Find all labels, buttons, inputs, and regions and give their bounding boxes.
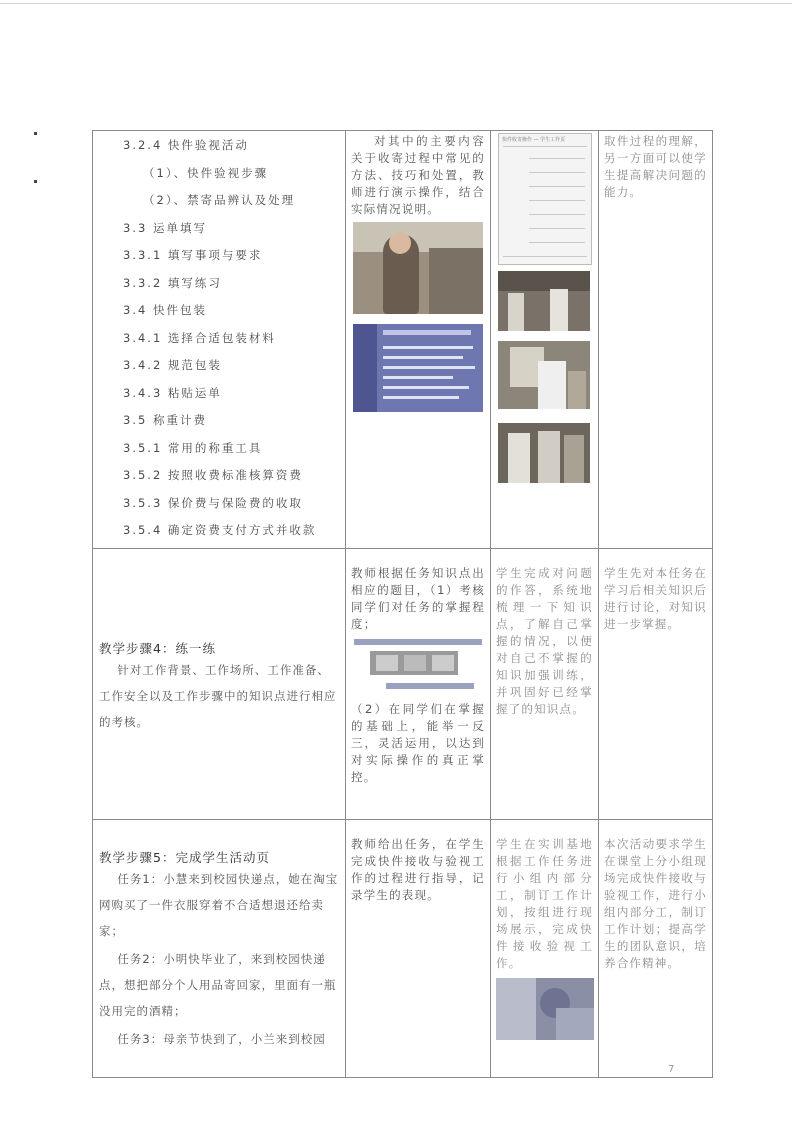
teacher-text: （2）在同学们在掌握的基础上，能举一反三，灵活运用，以达到对实际操作的真正掌控。 — [351, 701, 485, 784]
outline-item: 3.5 称重计费 — [123, 413, 207, 427]
outline-list — [93, 131, 345, 548]
design-intent-text: 本次活动要求学生在课堂上分小组现场完成快件接收与验视工作，进行小组内部分工，制订工作计划；提高学生的团队意识，培养合作精神。 — [604, 836, 707, 970]
outline-item: 3.5.2 按照收费标准核算资费 — [123, 468, 303, 482]
teacher-activity-cell — [346, 819, 491, 1077]
teacher-activity-cell — [346, 548, 491, 819]
student-text: 学生完成对问题的作答，系统地梳理一下知识点，了解自己掌握的情况，以便对自己不掌握的知识加强训练，并巩固好已经掌握了的知识点。 — [496, 565, 593, 716]
outline-cell — [93, 131, 346, 549]
design-intent-cell — [599, 131, 713, 549]
design-intent-text: 取件过程的理解，另一方面可以使学生提高解决问题的能力。 — [604, 134, 707, 199]
outline-item: 3.3.1 填写事项与要求 — [123, 248, 263, 262]
margin-mark — [34, 180, 37, 183]
outline-item: 3.4.3 粘贴运单 — [123, 385, 222, 400]
design-intent-text: 学生先对本任务在学习后相关知识后进行讨论，对知识进一步掌握。 — [604, 565, 707, 631]
task-item: 任务3：母亲节快到了，小兰来到校园 — [117, 1031, 326, 1046]
classroom-photo-1 — [498, 271, 590, 331]
outline-item: 3.3.2 填写练习 — [123, 275, 222, 290]
design-intent-cell — [599, 819, 713, 1077]
quiz-image — [370, 651, 458, 675]
activity-photo — [496, 978, 594, 1040]
table-row — [93, 131, 713, 549]
outline-item: （1）、快件验视步骤 — [143, 165, 269, 180]
outline-item: 3.2.4 快件验视活动 — [123, 138, 249, 152]
outline-item: 3.5.4 确定资费支付方式并收款 — [123, 523, 317, 537]
step-body: 针对工作背景、工作场所、工作准备、工作安全以及工作步骤中的知识点进行相应的考核。 — [99, 662, 337, 729]
design-intent-cell — [599, 548, 713, 819]
step-cell — [93, 548, 346, 819]
worksheet-screenshot — [498, 133, 592, 265]
page-number: 7 — [668, 1064, 675, 1075]
table-row — [93, 819, 713, 1077]
outline-item: 3.5.3 保价费与保险费的收取 — [123, 495, 303, 510]
page-top-rule — [0, 3, 792, 4]
outline-item: 3.3 运单填写 — [123, 220, 207, 235]
classroom-photo-2 — [498, 341, 590, 409]
teacher-text: 教师给出任务，在学生完成快件接收与验视工作的过程进行指导，记录学生的表现。 — [351, 836, 485, 902]
classroom-photo-3 — [498, 423, 590, 483]
outline-item: 3.4.2 规范包装 — [123, 358, 222, 372]
student-activity-cell — [491, 819, 599, 1077]
teacher-text: 教师根据任务知识点出相应的题目，（1）考核同学们对任务的掌握程度； — [351, 565, 485, 631]
student-activity-cell — [491, 548, 599, 819]
lesson-plan-table — [92, 130, 713, 1078]
step-cell — [93, 819, 346, 1077]
slide-thumbnail — [353, 324, 483, 412]
table-row — [93, 548, 713, 819]
task-item: 任务1：小慧来到校园快递点，她在淘宝网购买了一件衣服穿着不合适想退还给卖家； — [99, 871, 339, 938]
outline-item: 3.4 快件包装 — [123, 303, 207, 317]
student-text: 学生在实训基地根据工作任务进行小组内部分工，制订工作计划，按组进行现场展示，完成快件接收验视工作。 — [496, 836, 593, 970]
quiz-banner — [354, 639, 482, 645]
student-activity-cell — [491, 131, 599, 549]
margin-mark — [34, 132, 37, 135]
teacher-activity-cell — [346, 131, 491, 549]
step-title: 教学步骤4：练一练 — [99, 640, 216, 656]
demo-photo — [353, 222, 483, 314]
worksheet-header: 快件收寄操作 — 学生工作页 — [502, 137, 566, 143]
step-title: 教学步骤5：完成学生活动页 — [99, 849, 270, 865]
task-item: 任务2：小明快毕业了，来到校园快递点，想把部分个人用品寄回家，里面有一瓶没用完的酒精； — [99, 951, 337, 1018]
outline-item: 3.5.1 常用的称重工具 — [123, 440, 263, 455]
teacher-text: 对其中的主要内容关于收寄过程中常见的方法、技巧和处置，教师进行演示操作，结合实际情况说明。 — [351, 134, 485, 216]
outline-item: （2）、禁寄品辨认及处理 — [143, 193, 296, 207]
outline-item: 3.4.1 选择合适包装材料 — [123, 330, 276, 345]
